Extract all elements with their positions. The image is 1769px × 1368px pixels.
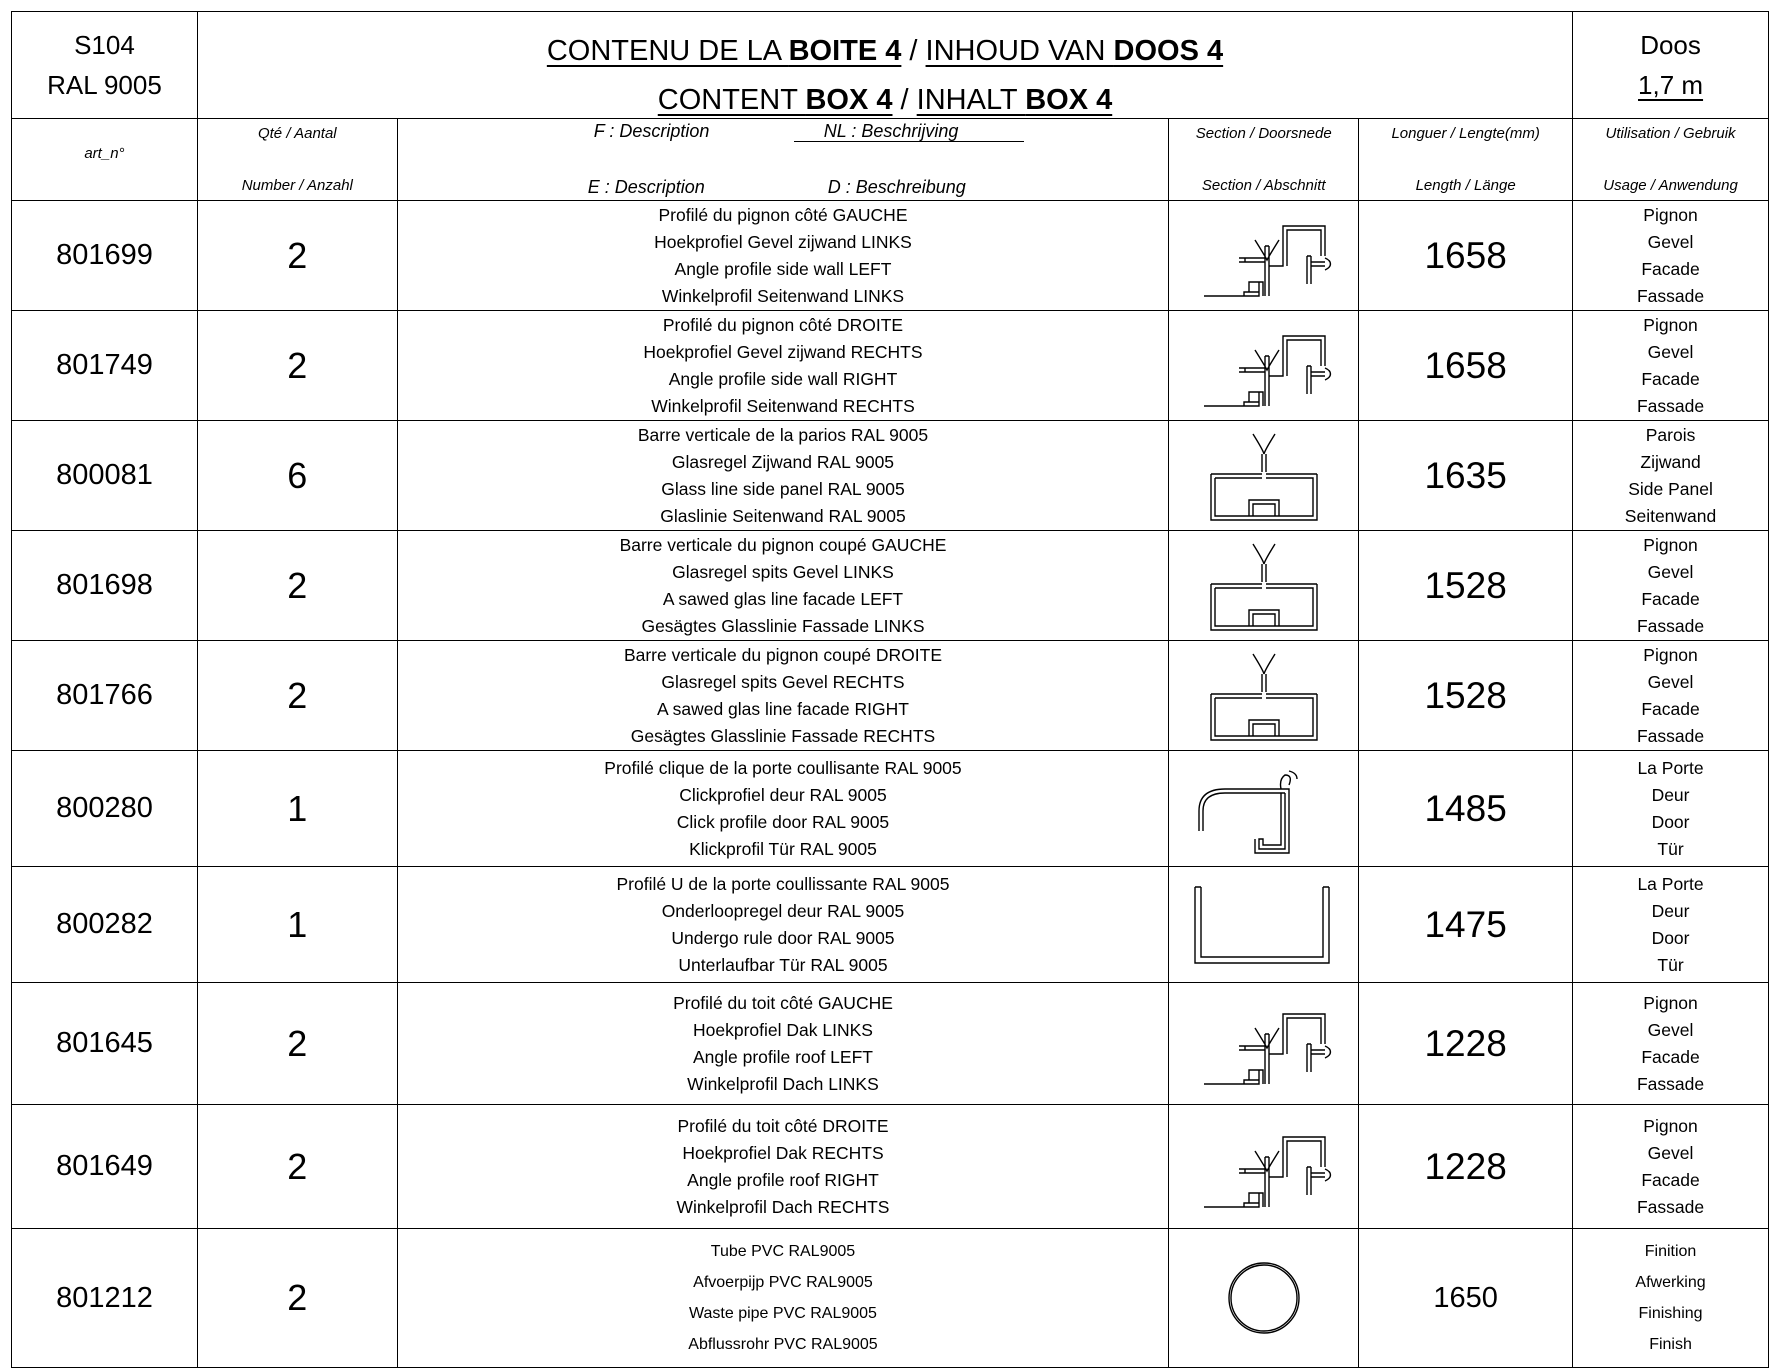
usage xyxy=(1573,201,1769,311)
col-header-art: art_n° xyxy=(12,119,198,201)
usage xyxy=(1573,311,1769,421)
usage-line: Finish xyxy=(1649,1336,1692,1353)
description-line: Abflussrohr PVC RAL9005 xyxy=(688,1336,878,1353)
table-row xyxy=(12,311,1769,421)
description-line: Profilé du pignon côté DROITE xyxy=(662,314,904,335)
description-line: Angle profile side wall LEFT xyxy=(674,258,892,279)
angle-right-icon xyxy=(1189,1119,1339,1215)
section-drawing xyxy=(1169,1105,1359,1229)
usage-line: Tür xyxy=(1657,838,1684,859)
title-segment: / xyxy=(901,35,926,67)
quantity: 2 xyxy=(197,641,397,751)
description-line: Winkelprofil Seitenwand RECHTS xyxy=(651,395,915,416)
description-line: Barre verticale du pignon coupé GAUCHE xyxy=(619,534,947,555)
glass-bar-icon xyxy=(1189,648,1339,744)
title-segment: BOITE 4 xyxy=(788,35,902,67)
usage-line: Gevel xyxy=(1647,671,1694,692)
angle-right-icon xyxy=(1189,318,1339,414)
length-mm: 1635 xyxy=(1359,421,1573,531)
usage-line: Gevel xyxy=(1647,341,1694,362)
article-number: 800282 xyxy=(12,867,198,983)
usage-line: Gevel xyxy=(1647,1142,1694,1163)
description-line: Profilé clique de la porte coullisante RAL 9005 xyxy=(604,757,962,778)
col-header-section: Section / Doorsnede Section / Abschnitt xyxy=(1169,119,1359,201)
description-line: Tube PVC RAL9005 xyxy=(710,1243,856,1260)
quantity: 6 xyxy=(197,421,397,531)
length-mm: 1650 xyxy=(1359,1229,1573,1368)
description-line: Winkelprofil Dach LINKS xyxy=(687,1073,879,1094)
description-line: Angle profile roof LEFT xyxy=(693,1046,873,1067)
quantity: 2 xyxy=(197,531,397,641)
quantity: 1 xyxy=(197,867,397,983)
usage-line: Facade xyxy=(1641,258,1700,279)
description-line: Glass line side panel RAL 9005 xyxy=(661,478,905,499)
description xyxy=(397,421,1169,531)
usage-line: Gevel xyxy=(1647,561,1694,582)
article-number: 801645 xyxy=(12,983,198,1105)
usage xyxy=(1573,421,1769,531)
section-drawing xyxy=(1169,311,1359,421)
usage-line: Pignon xyxy=(1643,534,1698,555)
quantity: 2 xyxy=(197,311,397,421)
usage-line: Afwerking xyxy=(1635,1274,1706,1291)
section-drawing xyxy=(1169,751,1359,867)
quantity: 2 xyxy=(197,1105,397,1229)
title-segment: BOX 4 xyxy=(1025,84,1113,116)
page-subtitle xyxy=(198,84,1572,117)
usage-line: Fassade xyxy=(1636,395,1705,416)
usage-line: Finishing xyxy=(1638,1305,1703,1322)
col-header-description: F : Description NL : Beschrijving E : Description D : Beschreibung xyxy=(397,119,1169,201)
title-segment: BOX 4 xyxy=(805,84,893,116)
section-drawing xyxy=(1169,1229,1359,1368)
length-mm: 1228 xyxy=(1359,983,1573,1105)
usage-line: La Porte xyxy=(1637,873,1704,894)
section-drawing xyxy=(1169,867,1359,983)
usage-line: Finition xyxy=(1644,1243,1697,1260)
description xyxy=(397,641,1169,751)
title-segment: / xyxy=(892,84,917,116)
table-row xyxy=(12,983,1769,1105)
usage xyxy=(1573,1229,1769,1368)
description-line: Undergo rule door RAL 9005 xyxy=(671,927,895,948)
usage-line: Fassade xyxy=(1636,1196,1705,1217)
table-row xyxy=(12,1105,1769,1229)
col-header-usage: Utilisation / Gebruik Usage / Anwendung xyxy=(1573,119,1769,201)
usage-line: La Porte xyxy=(1637,757,1704,778)
description xyxy=(397,1229,1169,1368)
description-line: Hoekprofiel Dak RECHTS xyxy=(682,1142,884,1163)
length-mm: 1228 xyxy=(1359,1105,1573,1229)
table-row xyxy=(12,867,1769,983)
description-line: Profilé du toit côté DROITE xyxy=(677,1115,889,1136)
usage xyxy=(1573,641,1769,751)
angle-left-icon xyxy=(1189,996,1339,1092)
usage-line: Pignon xyxy=(1643,644,1698,665)
usage-line: Pignon xyxy=(1643,992,1698,1013)
description-line: Gesägtes Glasslinie Fassade LINKS xyxy=(641,615,925,636)
table-row xyxy=(12,751,1769,867)
description-line: Profilé U de la porte coullissante RAL 9005 xyxy=(616,873,950,894)
description-line: Gesägtes Glasslinie Fassade RECHTS xyxy=(630,725,936,746)
article-number: 801749 xyxy=(12,311,198,421)
usage-line: Pignon xyxy=(1643,1115,1698,1136)
usage-line: Gevel xyxy=(1647,1019,1694,1040)
description-line: Profilé du toit côté GAUCHE xyxy=(673,992,893,1013)
section-drawing xyxy=(1169,531,1359,641)
box-label: Doos xyxy=(1640,30,1701,60)
usage xyxy=(1573,1105,1769,1229)
length-mm: 1475 xyxy=(1359,867,1573,983)
usage-line: Facade xyxy=(1641,368,1700,389)
usage-line: Door xyxy=(1651,811,1690,832)
angle-left-icon xyxy=(1189,208,1339,304)
usage-line: Fassade xyxy=(1636,285,1705,306)
description-line: Hoekprofiel Gevel zijwand RECHTS xyxy=(643,341,923,362)
usage-line: Door xyxy=(1651,927,1690,948)
usage-line: Side Panel xyxy=(1628,478,1713,499)
length-mm: 1485 xyxy=(1359,751,1573,867)
parts-table xyxy=(11,11,1769,1368)
description-line: Waste pipe PVC RAL9005 xyxy=(689,1305,877,1322)
usage xyxy=(1573,531,1769,641)
article-number: 801212 xyxy=(12,1229,198,1368)
quantity: 2 xyxy=(197,983,397,1105)
quantity: 2 xyxy=(197,1229,397,1368)
usage-line: Fassade xyxy=(1636,615,1705,636)
description-line: A sawed glas line facade RIGHT xyxy=(657,698,909,719)
usage-line: Fassade xyxy=(1636,725,1705,746)
quantity: 1 xyxy=(197,751,397,867)
usage-line: Tür xyxy=(1657,954,1684,975)
usage-line: Pignon xyxy=(1643,204,1698,225)
usage-line: Deur xyxy=(1651,900,1690,921)
article-number: 801699 xyxy=(12,201,198,311)
description xyxy=(397,983,1169,1105)
description xyxy=(397,531,1169,641)
description-line: Hoekprofiel Dak LINKS xyxy=(693,1019,873,1040)
glass-bar-icon xyxy=(1189,428,1339,524)
description-line: Clickprofiel deur RAL 9005 xyxy=(679,784,887,805)
description-line: Angle profile roof RIGHT xyxy=(687,1169,879,1190)
table-row xyxy=(12,1229,1769,1368)
usage-line: Fassade xyxy=(1636,1073,1705,1094)
model-code: S104 xyxy=(74,30,135,60)
u-profile-icon xyxy=(1189,877,1339,973)
article-number: 801766 xyxy=(12,641,198,751)
description-line: Klickprofil Tür RAL 9005 xyxy=(689,838,877,859)
section-drawing xyxy=(1169,201,1359,311)
description-line: Click profile door RAL 9005 xyxy=(676,811,890,832)
page-title xyxy=(198,35,1572,68)
description-line: Winkelprofil Seitenwand LINKS xyxy=(661,285,905,306)
usage-line: Gevel xyxy=(1647,231,1694,252)
description-line: Angle profile side wall RIGHT xyxy=(668,368,898,389)
section-drawing xyxy=(1169,421,1359,531)
table-row xyxy=(12,641,1769,751)
col-header-qty: Qté / Aantal Number / Anzahl xyxy=(197,119,397,201)
title-segment: DOOS 4 xyxy=(1113,35,1224,67)
usage-line: Pignon xyxy=(1643,314,1698,335)
title-segment: INHALT xyxy=(916,84,1026,116)
description-line: Glasregel spits Gevel RECHTS xyxy=(661,671,905,692)
title-segment: INHOUD VAN xyxy=(925,35,1114,67)
table-row xyxy=(12,201,1769,311)
box-cell xyxy=(1573,12,1769,119)
color-code: RAL 9005 xyxy=(47,70,162,100)
length-mm: 1658 xyxy=(1359,201,1573,311)
description-line: Winkelprofil Dach RECHTS xyxy=(676,1196,890,1217)
article-number: 801649 xyxy=(12,1105,198,1229)
description-line: Onderloopregel deur RAL 9005 xyxy=(661,900,905,921)
title-segment: CONTENU DE LA xyxy=(546,35,789,67)
col-header-length: Longuer / Lengte(mm) Length / Länge xyxy=(1359,119,1573,201)
description-line: Unterlaufbar Tür RAL 9005 xyxy=(678,954,888,975)
description-line: Barre verticale de la parios RAL 9005 xyxy=(637,424,929,445)
description xyxy=(397,751,1169,867)
description xyxy=(397,311,1169,421)
description-line: Glaslinie Seitenwand RAL 9005 xyxy=(660,505,906,526)
usage xyxy=(1573,867,1769,983)
description-line: Profilé du pignon côté GAUCHE xyxy=(658,204,908,225)
length-mm: 1658 xyxy=(1359,311,1573,421)
usage-line: Facade xyxy=(1641,698,1700,719)
usage xyxy=(1573,751,1769,867)
article-number: 800280 xyxy=(12,751,198,867)
article-number: 801698 xyxy=(12,531,198,641)
article-number: 800081 xyxy=(12,421,198,531)
description-line: A sawed glas line facade LEFT xyxy=(662,588,904,609)
glass-bar-icon xyxy=(1189,538,1339,634)
usage xyxy=(1573,983,1769,1105)
description xyxy=(397,1105,1169,1229)
usage-line: Seitenwand xyxy=(1624,505,1717,526)
section-drawing xyxy=(1169,641,1359,751)
description-line: Afvoerpijp PVC RAL9005 xyxy=(693,1274,873,1291)
description-line: Barre verticale du pignon coupé DROITE xyxy=(623,644,943,665)
description-line: Glasregel spits Gevel LINKS xyxy=(672,561,894,582)
title-segment: CONTENT xyxy=(657,84,806,116)
model-cell xyxy=(12,12,198,119)
click-profile-icon xyxy=(1189,761,1339,857)
table-row xyxy=(12,421,1769,531)
tube-icon xyxy=(1189,1250,1339,1346)
description xyxy=(397,201,1169,311)
description xyxy=(397,867,1169,983)
usage-line: Parois xyxy=(1645,424,1696,445)
section-drawing xyxy=(1169,983,1359,1105)
length-mm: 1528 xyxy=(1359,531,1573,641)
usage-line: Deur xyxy=(1651,784,1690,805)
description-line: Glasregel Zijwand RAL 9005 xyxy=(671,451,895,472)
description-line: Hoekprofiel Gevel zijwand LINKS xyxy=(654,231,912,252)
length-mm: 1528 xyxy=(1359,641,1573,751)
quantity: 2 xyxy=(197,201,397,311)
usage-line: Facade xyxy=(1641,588,1700,609)
usage-line: Facade xyxy=(1641,1046,1700,1067)
title-cell xyxy=(197,12,1572,119)
usage-line: Zijwand xyxy=(1640,451,1701,472)
usage-line: Facade xyxy=(1641,1169,1700,1190)
table-row xyxy=(12,531,1769,641)
box-length: 1,7 m xyxy=(1638,70,1704,100)
